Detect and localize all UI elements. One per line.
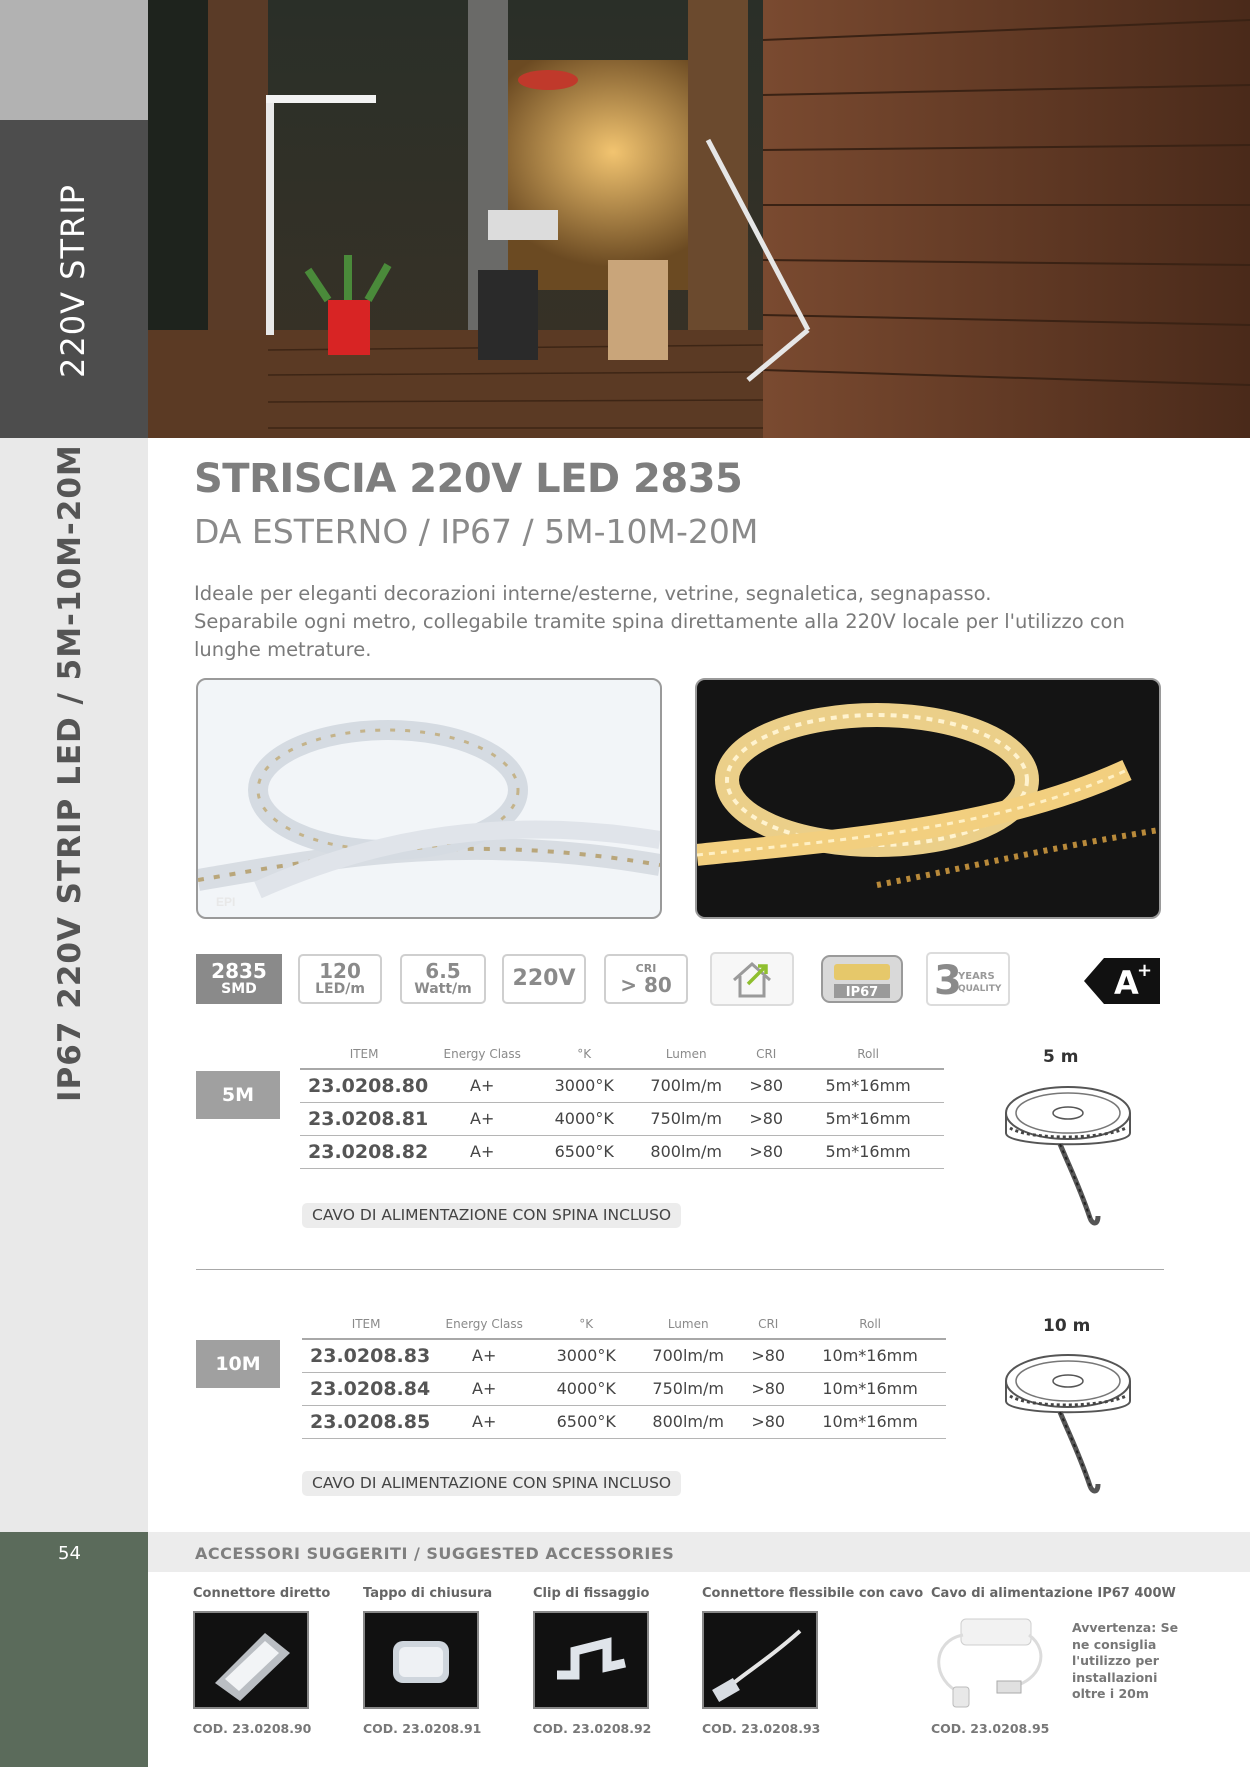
energy-class-plus: + xyxy=(1137,960,1153,981)
roll-length-label: 10 m xyxy=(1043,1316,1091,1336)
accessory-name: Connettore diretto xyxy=(193,1586,331,1601)
warranty-label-years: YEARS xyxy=(958,971,995,982)
energy-class-letter: A xyxy=(1114,964,1139,1002)
strip-photo-lit xyxy=(695,678,1161,919)
color-temp-cell: 3000°K xyxy=(536,1069,632,1102)
roll-cell: 10m*16mm xyxy=(794,1372,946,1405)
energy-class-cell: A+ xyxy=(430,1372,538,1405)
product-title: STRISCIA 220V LED 2835 xyxy=(194,456,743,502)
ip67-icon xyxy=(820,952,904,1006)
description-line: Ideale per eleganti decorazioni interne/esterne, vetrine, segnaletica, segnapasso. xyxy=(194,582,992,605)
strip-photo-off xyxy=(196,678,662,919)
smd-unit: SMD xyxy=(221,981,257,997)
smd-spec-badge xyxy=(196,954,282,1004)
column-header: Lumen xyxy=(634,1309,742,1339)
ip67-label: IP67 xyxy=(845,985,879,1000)
item-code: 23.0208.85 xyxy=(302,1405,430,1438)
lumen-cell: 700lm/m xyxy=(634,1339,742,1372)
energy-class-cell: A+ xyxy=(428,1135,536,1168)
accessory-name: Clip di fissaggio xyxy=(533,1586,650,1601)
column-header: CRI xyxy=(742,1309,794,1339)
column-header: ITEM xyxy=(300,1039,428,1069)
cri-cell: >80 xyxy=(740,1102,792,1135)
color-temp-cell: 3000°K xyxy=(538,1339,634,1372)
accessory-name: Connettore flessibile con cavo xyxy=(702,1586,924,1601)
accessory-warning-note: Avvertenza: Se ne consiglia l'utilizzo per installazioni oltre i 20m xyxy=(1072,1620,1179,1701)
energy-class-cell: A+ xyxy=(430,1405,538,1438)
table-row xyxy=(302,1339,946,1372)
size-tag-10m: 10M xyxy=(196,1340,280,1388)
accessory-flex-connector-image xyxy=(702,1611,818,1709)
cri-cell: >80 xyxy=(740,1135,792,1168)
accessory-code: COD. 23.0208.91 xyxy=(363,1721,482,1736)
lumen-cell: 750lm/m xyxy=(632,1102,740,1135)
lumen-cell: 800lm/m xyxy=(632,1135,740,1168)
power-badge xyxy=(400,954,486,1004)
section-divider xyxy=(196,1269,1164,1270)
column-header: ITEM xyxy=(302,1309,430,1339)
product-table-5m xyxy=(300,1039,944,1169)
column-header: Roll xyxy=(792,1039,944,1069)
item-code: 23.0208.80 xyxy=(300,1069,428,1102)
color-temp-cell: 6500°K xyxy=(538,1405,634,1438)
accessory-code: COD. 23.0208.92 xyxy=(533,1721,652,1736)
accessory-code: COD. 23.0208.95 xyxy=(931,1721,1050,1736)
column-header: °K xyxy=(538,1309,634,1339)
page-number: 54 xyxy=(58,1543,81,1564)
lumen-cell: 750lm/m xyxy=(634,1372,742,1405)
item-code: 23.0208.84 xyxy=(302,1372,430,1405)
power-value: 6.5 xyxy=(425,959,461,983)
table-row xyxy=(300,1102,944,1135)
voltage-value: 220V xyxy=(512,966,576,991)
roll-length-label: 5 m xyxy=(1043,1047,1079,1067)
energy-class-badge xyxy=(1084,958,1160,1004)
warranty-icon xyxy=(926,952,1010,1006)
accessory-code: COD. 23.0208.90 xyxy=(193,1721,312,1736)
table-row xyxy=(302,1405,946,1438)
color-temp-cell: 4000°K xyxy=(538,1372,634,1405)
roll-cell: 10m*16mm xyxy=(794,1405,946,1438)
led-density-unit: LED/m xyxy=(315,981,365,997)
column-header: Energy Class xyxy=(430,1309,538,1339)
cri-cell: >80 xyxy=(742,1405,794,1438)
led-density-badge xyxy=(298,954,382,1004)
column-header: °K xyxy=(536,1039,632,1069)
description-line: Separabile ogni metro, collegabile tramite spina direttamente alla 220V locale per l'utilizzo con lunghe metrature. xyxy=(194,610,1125,661)
column-header: CRI xyxy=(740,1039,792,1069)
cri-cell: >80 xyxy=(742,1372,794,1405)
voltage-badge xyxy=(502,954,586,1004)
accessory-end-cap-image xyxy=(363,1611,479,1709)
accessory-code: COD. 23.0208.93 xyxy=(702,1721,821,1736)
lumen-cell: 800lm/m xyxy=(634,1405,742,1438)
color-temp-cell: 6500°K xyxy=(536,1135,632,1168)
product-table-10m xyxy=(302,1309,946,1439)
warranty-label-quality: QUALITY xyxy=(958,984,1002,994)
item-code: 23.0208.81 xyxy=(300,1102,428,1135)
photo-watermark: EPI xyxy=(216,895,236,909)
product-description xyxy=(194,580,1154,664)
size-tag-5m: 5M xyxy=(196,1071,280,1119)
sidebar-top-block xyxy=(0,0,148,120)
accessory-connector-image xyxy=(193,1611,309,1709)
cri-cell: >80 xyxy=(742,1339,794,1372)
warranty-years: 3 xyxy=(934,958,962,1004)
accessory-clip-image xyxy=(533,1611,649,1709)
hero-photo xyxy=(148,0,1250,438)
table-row xyxy=(302,1372,946,1405)
roll-illustration xyxy=(1000,1078,1140,1228)
table-row xyxy=(300,1069,944,1102)
column-header: Roll xyxy=(794,1309,946,1339)
power-unit: Watt/m xyxy=(414,981,472,997)
column-header: Lumen xyxy=(632,1039,740,1069)
cri-value: > 80 xyxy=(620,973,672,997)
roll-cell: 5m*16mm xyxy=(792,1135,944,1168)
item-code: 23.0208.82 xyxy=(300,1135,428,1168)
energy-class-cell: A+ xyxy=(430,1339,538,1372)
roll-cell: 10m*16mm xyxy=(794,1339,946,1372)
cri-badge xyxy=(604,954,688,1004)
cri-label: CRI xyxy=(635,962,657,975)
led-density-value: 120 xyxy=(319,959,361,983)
smd-value: 2835 xyxy=(211,959,267,983)
energy-class-cell: A+ xyxy=(428,1069,536,1102)
lumen-cell: 700lm/m xyxy=(632,1069,740,1102)
accessories-title: ACCESSORI SUGGERITI / SUGGESTED ACCESSORIES xyxy=(195,1544,675,1563)
roll-cell: 5m*16mm xyxy=(792,1069,944,1102)
cable-included-note: CAVO DI ALIMENTAZIONE CON SPINA INCLUSO xyxy=(302,1471,681,1496)
column-header: Energy Class xyxy=(428,1039,536,1069)
product-subtitle: DA ESTERNO / IP67 / 5M-10M-20M xyxy=(194,512,759,551)
color-temp-cell: 4000°K xyxy=(536,1102,632,1135)
accessory-name: Cavo di alimentazione IP67 400W xyxy=(931,1586,1176,1601)
roll-cell: 5m*16mm xyxy=(792,1102,944,1135)
sidebar-footer-block xyxy=(0,1532,148,1767)
roll-illustration xyxy=(1000,1346,1140,1496)
cable-included-note: CAVO DI ALIMENTAZIONE CON SPINA INCLUSO xyxy=(302,1203,681,1228)
energy-class-cell: A+ xyxy=(428,1102,536,1135)
table-row xyxy=(300,1135,944,1168)
indoor-outdoor-icon xyxy=(710,952,794,1006)
item-code: 23.0208.83 xyxy=(302,1339,430,1372)
sidebar-product-line-label: IP67 220V STRIP LED / 5M-10M-20M xyxy=(52,444,88,1102)
cri-cell: >80 xyxy=(740,1069,792,1102)
accessory-name: Tappo di chiusura xyxy=(363,1586,493,1601)
accessory-power-cable-image xyxy=(931,1611,1063,1711)
sidebar-category-label: 220V STRIP xyxy=(54,184,92,378)
